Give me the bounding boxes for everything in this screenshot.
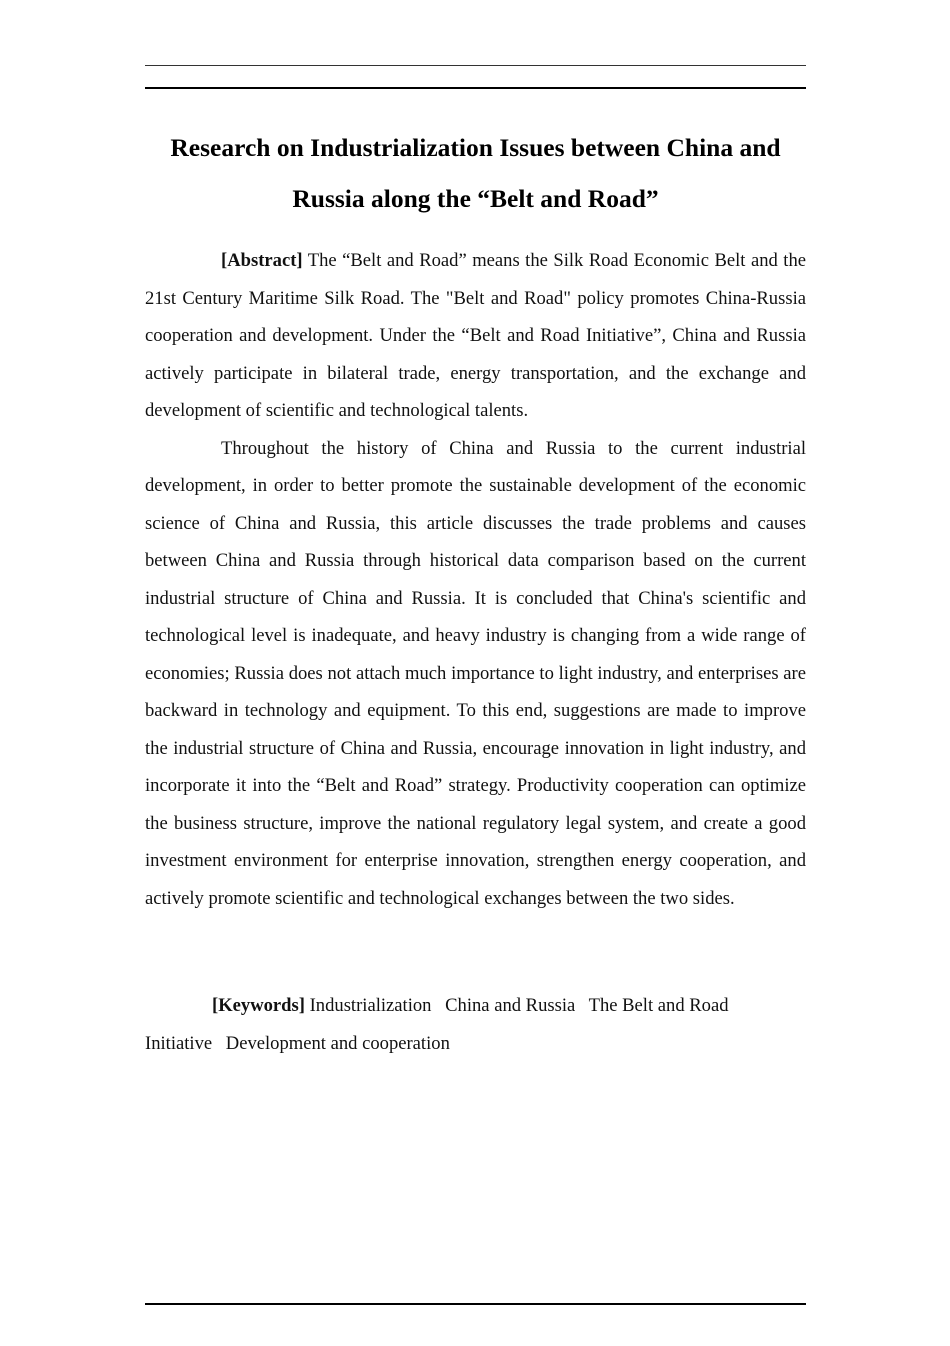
abstract-section	[145, 242, 806, 917]
paper-title	[145, 122, 806, 224]
header-rule-thin	[145, 65, 806, 66]
footer-rule	[145, 1303, 806, 1305]
abstract-paragraph-2: Throughout the history of China and Russia to the current industrial development, in order to better promote the sustainable development of the economic science of China and Russia, this article discusses the trade problems and causes between China and Russia through historical data comparison based on the current industrial structure of China and Russia. It is concluded that China's scientific and technological level is inadequate, and heavy industry is changing from a wide range of economies; Russia does not attach much importance to light industry, and enterprises are backward in technology and equipment. To this end, suggestions are made to improve the industrial structure of China and Russia, encourage innovation in light industry, and incorporate it into the “Belt and Road” strategy. Productivity cooperation can optimize the business structure, improve the national regulatory legal system, and create a good investment environment for enterprise innovation, strengthen energy cooperation, and actively promote scientific and technological exchanges between the two sides.	[145, 437, 806, 909]
keyword: China and Russia	[445, 995, 576, 1016]
keyword: Development and cooperation	[225, 1033, 450, 1054]
title-line-2: Russia along the “Belt and Road”	[292, 184, 659, 213]
keyword: The Belt and Road Initiative	[145, 995, 729, 1054]
title-line-1: Research on Industrialization Issues between China and	[170, 133, 781, 162]
header-rule-thick	[145, 87, 806, 89]
abstract-text-1: The “Belt and Road” means the Silk Road Economic Belt and the 21st Century Maritime Silk Road. The "Belt and Road" policy promotes China-Russia cooperation and development. Under the “Belt and Road Initiative”, China and Russia actively participate in bilateral trade, energy transportation, and the exchange and development of scientific and technological talents.	[145, 250, 806, 421]
keywords-label: [Keywords]	[212, 995, 305, 1016]
abstract-label: [Abstract]	[221, 250, 303, 271]
keywords-section	[145, 987, 745, 1063]
abstract-paragraph-1	[145, 242, 806, 430]
keyword: Industrialization	[309, 995, 432, 1016]
